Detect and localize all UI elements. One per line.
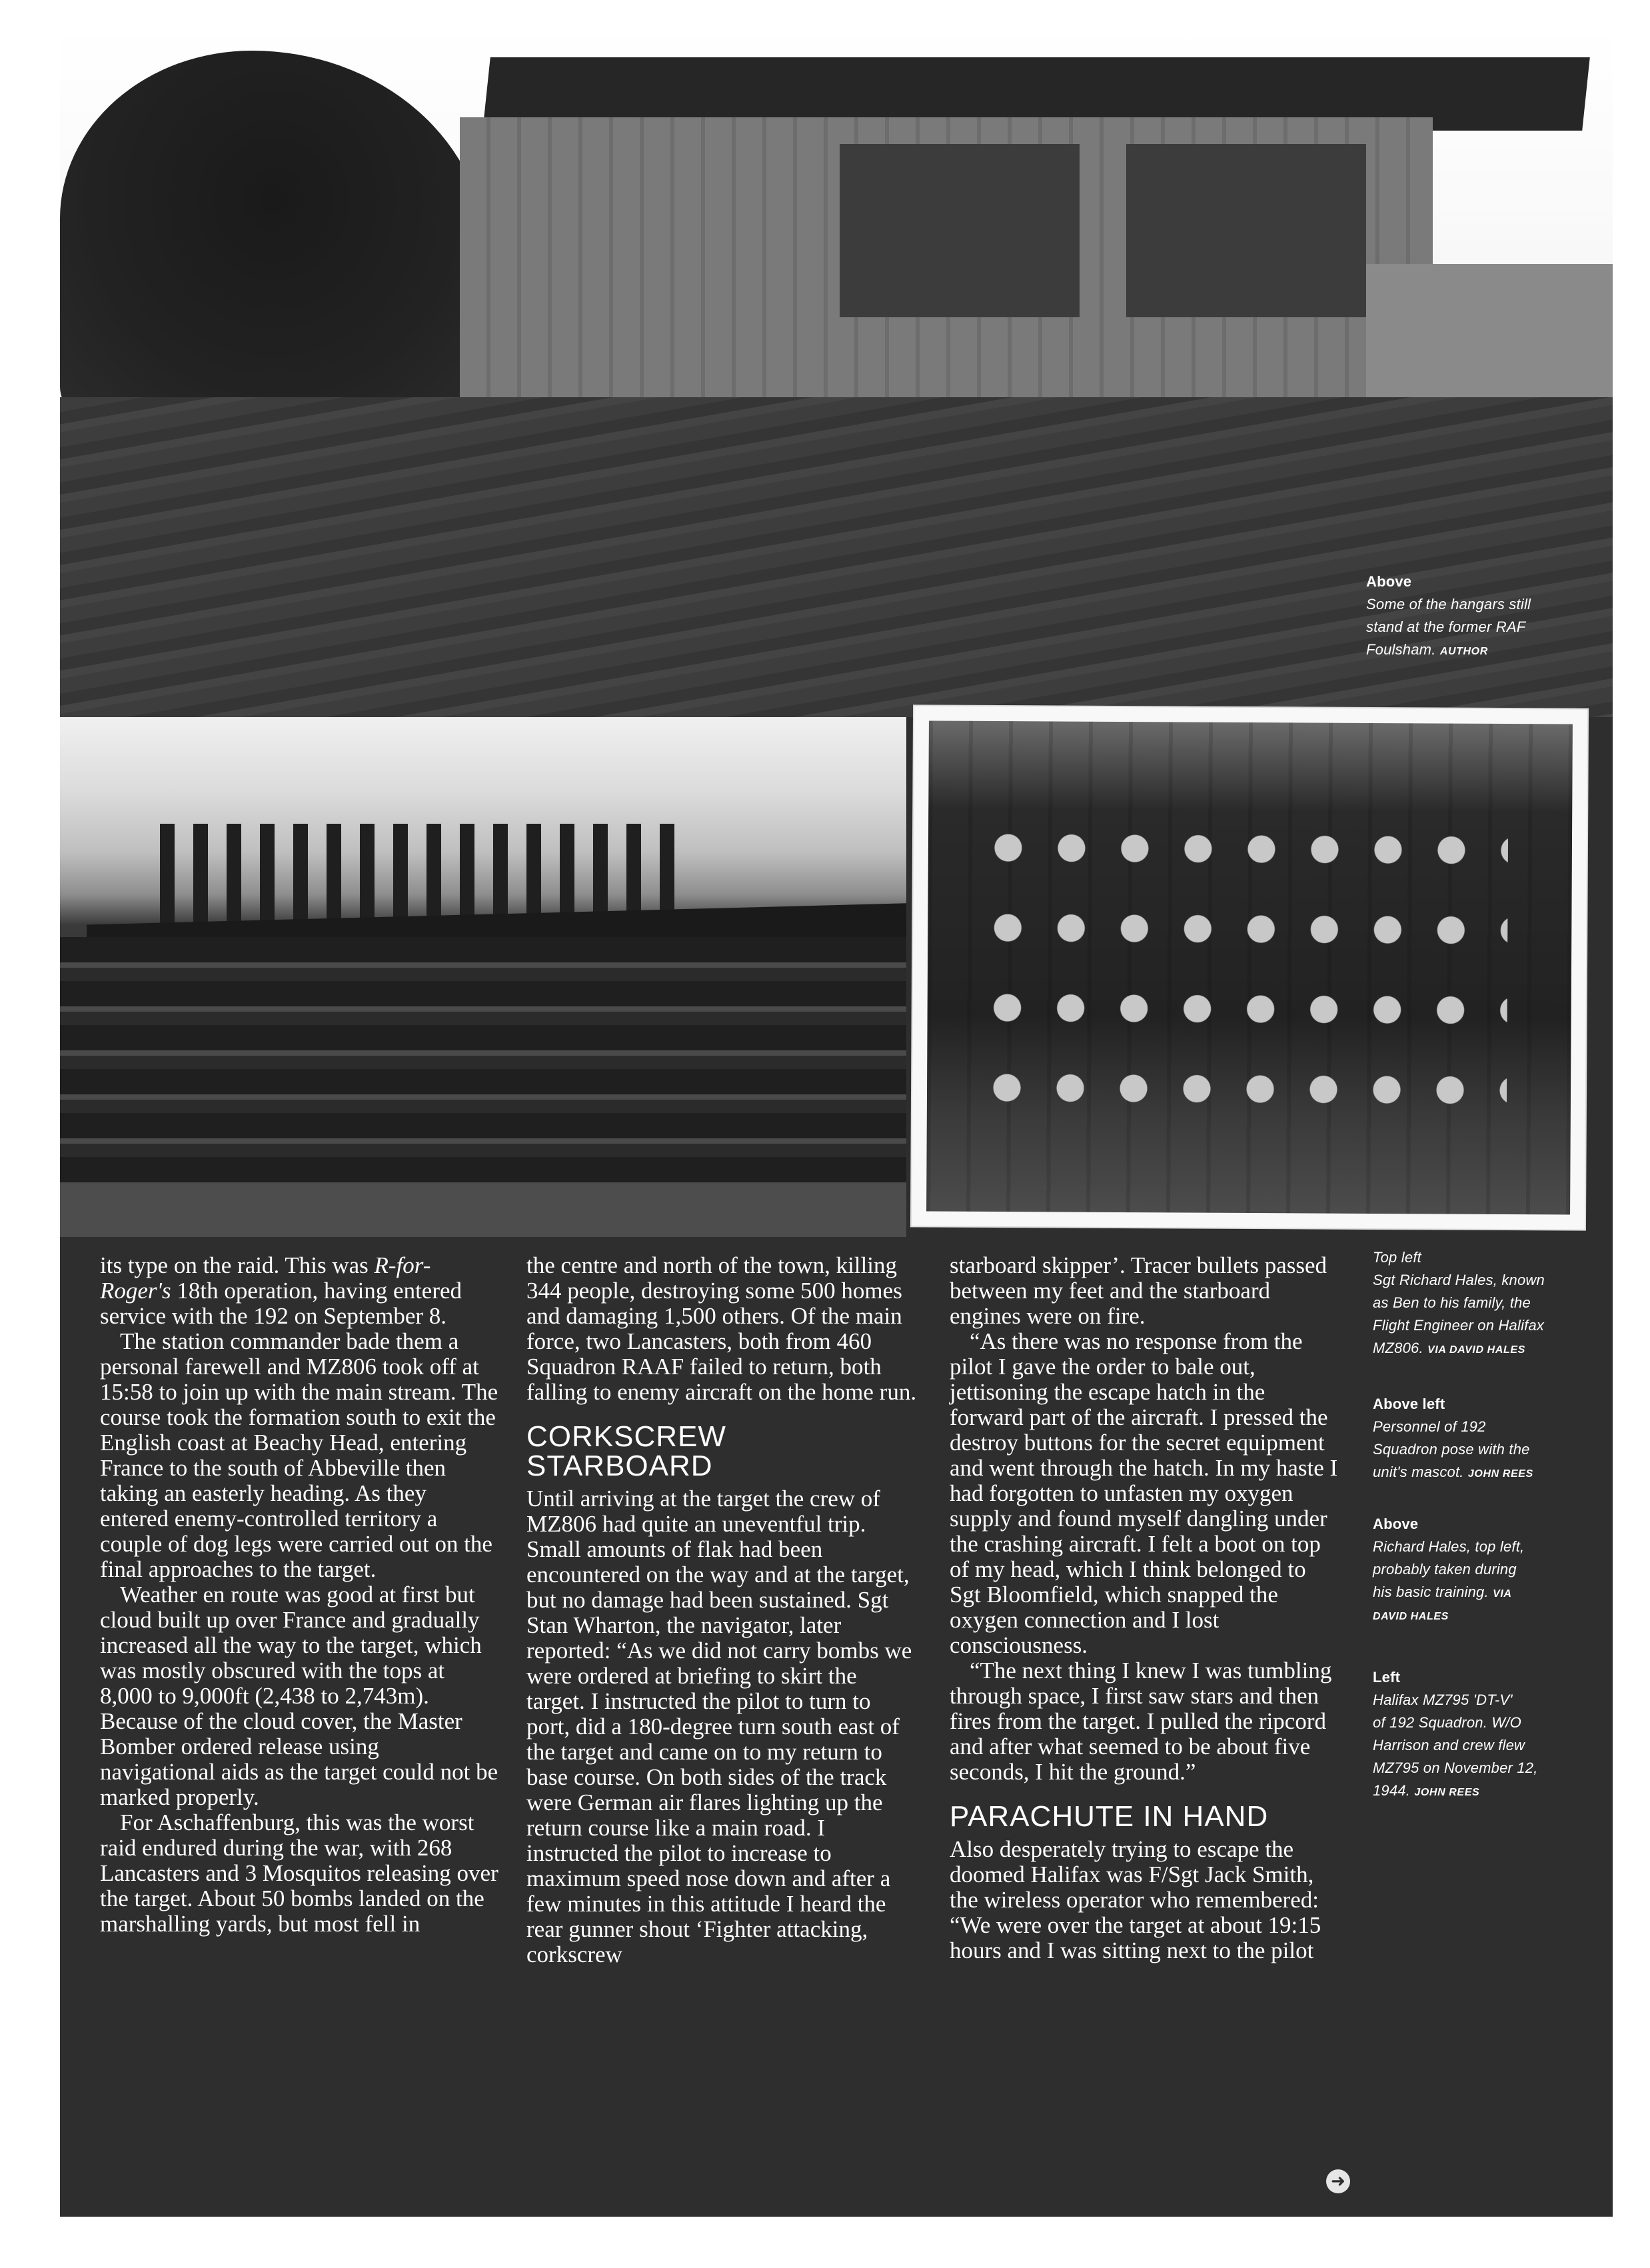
caption-title: Top left: [1373, 1249, 1421, 1266]
paragraph: the centre and north of the town, killing 344 people, destroying some 500 homes and damaging 1,500 others. Of the main force, two Lancasters, both from 460 Squadron RAAF failed to return, both falling to enemy aircraft on the home run.: [526, 1252, 917, 1405]
paragraph: “As there was no response from the pilot I gave the order to bale out, jettisoning the escape hatch in the forward part of the aircraft. I pressed the destroy buttons for the secret equipment and went through the hatch. In my haste I had forgotten to unfasten my oxygen supply and found myself dangling under the crashing aircraft. I felt a boot on top of my head, which I think belonged to Sgt Bloomfield, which snapped the oxygen connection and I lost consciousness.: [950, 1328, 1338, 1658]
caption-left-halifax: [1373, 1666, 1579, 1803]
caption-line: Personnel of 192: [1373, 1418, 1486, 1436]
hangar-annex: [1366, 264, 1613, 411]
arrow-right-circle-icon: ➜: [1326, 2169, 1350, 2193]
caption-title: Above left: [1373, 1396, 1445, 1412]
text-column-2: [526, 1253, 920, 1967]
squadron-photo: [60, 717, 906, 1237]
caption-line: as Ben to his family, the: [1373, 1294, 1531, 1312]
paragraph: “The next thing I knew I was tumbling through space, I first saw stars and then fires from the target. I pulled the ripcord and after what seemed to be about five seconds, I hit the ground.”: [950, 1658, 1332, 1785]
paragraph: For Aschaffenburg, this was the worst raid endured during the war, with 268 Lancasters and 3 Mosquitos releasing over the target. About 50 bombs landed on the marshalling yards, but most fell in: [100, 1809, 498, 1937]
hangar-ground: [60, 397, 1613, 717]
italic-run: R-for-Roger's: [100, 1252, 431, 1304]
caption-line: of 192 Squadron. W/O: [1373, 1714, 1521, 1731]
caption-line: Sgt Richard Hales, known: [1373, 1272, 1545, 1289]
caption-line: Some of the hangars still: [1366, 596, 1531, 613]
group-portrait-photo: [912, 706, 1587, 1229]
hangar-door: [1126, 144, 1366, 317]
paragraph: starboard skipper’. Tracer bullets passed between my feet and the starboard engines were on fire.: [950, 1252, 1327, 1329]
caption-line: 1944.: [1373, 1782, 1411, 1799]
caption-line: Foulsham.: [1366, 641, 1436, 658]
hangar-door: [840, 144, 1080, 317]
caption-credit: AUTHOR: [1439, 646, 1488, 658]
caption-credit: DAVID HALES: [1373, 1611, 1449, 1623]
caption-line: Halifax MZ795 'DT-V': [1373, 1692, 1513, 1709]
caption-credit: JOHN REES: [1414, 1787, 1480, 1799]
caption-title: Above: [1373, 1516, 1419, 1532]
text-run: 18th operation, having entered service with the 192 on September 8.: [100, 1278, 462, 1329]
caption-above-left: [1373, 1393, 1579, 1484]
paragraph: [100, 1253, 500, 1329]
section-heading: PARACHUTE IN HAND: [950, 1800, 1269, 1833]
caption-line: probably taken during: [1373, 1561, 1517, 1578]
caption-credit: VIA DAVID HALES: [1427, 1344, 1525, 1356]
caption-line: MZ795 on November 12,: [1373, 1759, 1538, 1777]
text-column-3: [950, 1253, 1343, 1963]
caption-line: Squadron pose with the: [1373, 1441, 1530, 1458]
caption-title: Left: [1373, 1669, 1401, 1686]
paragraph: Until arriving at the target the crew of MZ806 had quite an uneventful trip. Small amounts of flak had been encountered on the way and at the target, but no damage had been sustained. Sgt Stan Wharton, the navigator, later reported: “As we did not carry bombs we were ordered at briefing to skirt the target. I instructed the pilot to turn to port, did a 180-degree turn south east of the target and came on to my return to base course. On both sides of the track were German air flares lighting up the return course like a main road. I instructed the pilot to increase to maximum speed nose down and after a few minutes in this attitude I heard the rear gunner shout ‘Fighter attacking, corkscrew: [526, 1486, 912, 1967]
caption-title: Above: [1366, 573, 1412, 590]
text-run: its type on the raid. This was: [100, 1252, 375, 1278]
paragraph: The station commander bade them a personal farewell and MZ806 took off at 15:58 to join up with the main stream. The course took the formation south to exit the English coast at Beachy Head, entering France to the south of Abbeville then taking an easterly heading. As they entered enemy-controlled territory a couple of dog legs were carried out on the final approaches to the target.: [100, 1328, 498, 1582]
caption-line: Richard Hales, top left,: [1373, 1538, 1525, 1556]
caption-above-hangar: [1366, 570, 1566, 661]
caption-line: stand at the former RAF: [1366, 618, 1526, 636]
crew-on-wing: [160, 824, 680, 924]
personnel-rows: [60, 937, 906, 1224]
paragraph: Weather en route was good at first but cloud built up over France and gradually increased all the way to the target, which was mostly obscured with the tops at 8,000 to 9,000ft (2,438 to 2,743m). Because of the cloud cover, the Master Bomber ordered release using navigational aids as the target could not be marked properly.: [100, 1582, 498, 1810]
caption-line: his basic training.: [1373, 1584, 1489, 1601]
portrait-image: [926, 720, 1573, 1214]
caption-credit: VIA: [1493, 1588, 1512, 1600]
caption-above-portrait: [1373, 1513, 1579, 1626]
photo-ground: [60, 1184, 906, 1237]
section-heading: CORKSCREW STARBOARD: [526, 1420, 726, 1482]
paragraph: Also desperately trying to escape the doomed Halifax was F/Sgt Jack Smith, the wireless operator who remembered: “We were over the target at about 19:15 hours and I was sitting next to the pilot: [950, 1836, 1321, 1963]
portrait-figures: [980, 828, 1509, 1150]
caption-line: Harrison and crew flew: [1373, 1737, 1525, 1754]
text-column-1: [100, 1253, 500, 1937]
caption-top-left: [1373, 1246, 1579, 1360]
caption-line: unit's mascot.: [1373, 1464, 1464, 1481]
caption-line: MZ806.: [1373, 1340, 1423, 1357]
caption-credit: JOHN REES: [1467, 1468, 1533, 1480]
caption-line: Flight Engineer on Halifax: [1373, 1317, 1545, 1334]
